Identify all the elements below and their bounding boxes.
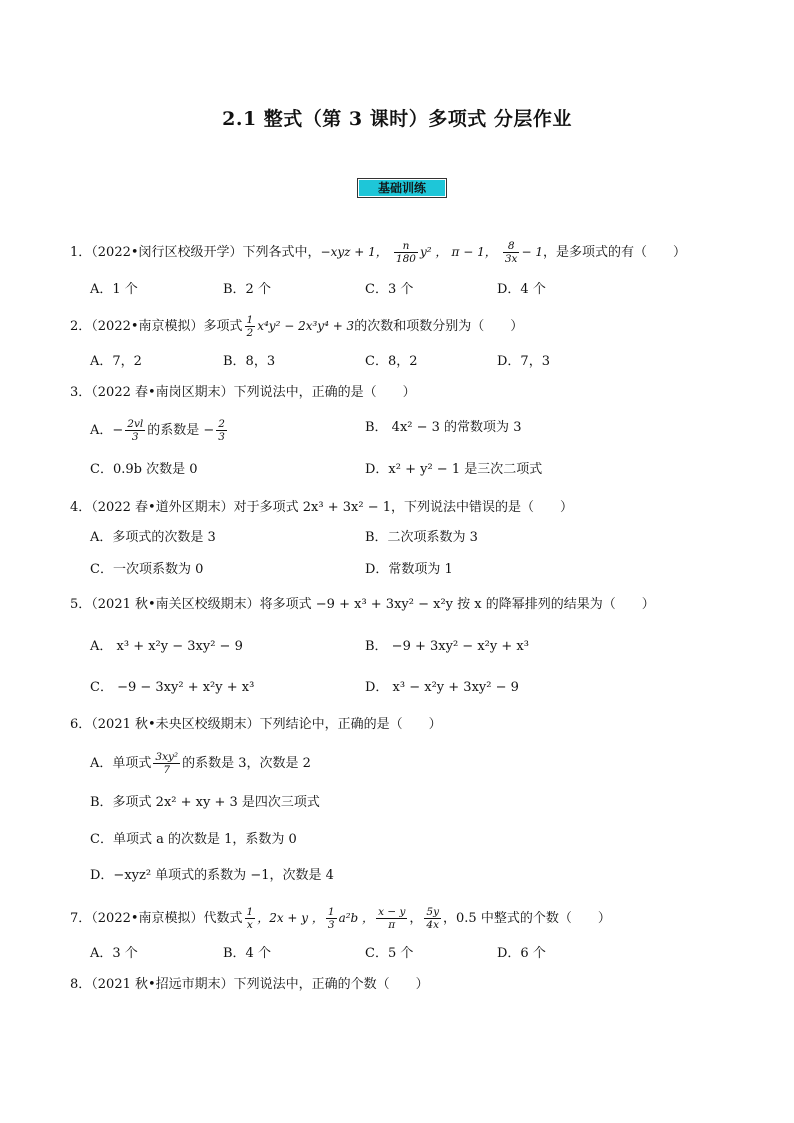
- question-5-stem: 5．（2021 秋•南关区校级期末）将多项式 −9 + x³ + 3xy² − x²y 按 x 的降幂排列的结果为（ ）: [70, 597, 655, 612]
- fraction: $\frac{\text{3xy²}}{7}$: [155, 751, 179, 776]
- question-2-stem: 2．（2022•南京模拟）多项式 $\frac{1}{2}$ x⁴y² − 2x³y⁴ + 3的次数和项数分别为（ ）: [70, 314, 524, 339]
- fraction: $\frac{n}{180}$: [395, 240, 416, 265]
- question-2-option-a: A．7，2: [90, 354, 142, 369]
- question-3-option-a: A．− $\frac{2vl}{3}$ 的系数是 − $\frac{2}{3}$: [90, 418, 225, 443]
- question-1-option-a: A．1 个: [90, 282, 138, 297]
- question-6-option-b: B．多项式 2x² + xy + 3 是四次三项式: [90, 795, 320, 810]
- fraction: $\frac{2}{3}$: [218, 418, 225, 443]
- question-6-option-a: A．单项式 $\frac{\text{3xy²}}{7}$ 的系数是 3，次数是 2: [90, 751, 311, 776]
- page-title: 2.1 整式（第 3 课时）多项式 分层作业: [222, 108, 572, 130]
- question-4-option-b: B．二次项系数为 3: [365, 530, 478, 545]
- fraction: $\frac{1}{x}$: [246, 906, 254, 931]
- question-7-stem: 7．（2022•南京模拟）代数式 $\frac{1}{x}$ ，2x + y ， $\frac{1}{3}$ a²b ， $\frac{x - y}{\pi}$ ， $\frac{5y}{4x}$ ，0.5 中整式的个数（ ）: [70, 906, 611, 931]
- fraction: $\frac{8}{3x}$: [504, 240, 518, 265]
- question-2-option-b: B．8，3: [223, 354, 276, 369]
- question-1-option-b: B．2 个: [223, 282, 271, 297]
- question-6-option-d: D．−xyz² 单项式的系数为 −1，次数是 4: [90, 868, 334, 883]
- question-3-stem: 3．（2022 春•南岗区期末）下列说法中，正确的是（ ）: [70, 385, 416, 400]
- question-7-option-a: A．3 个: [90, 946, 138, 961]
- question-2-option-d: D．7，3: [497, 354, 550, 369]
- fraction: $\frac{1}{2}$: [246, 314, 254, 339]
- question-6-stem: 6．（2021 秋•未央区校级期末）下列结论中，正确的是（ ）: [70, 717, 442, 732]
- question-7-option-c: C．5 个: [365, 946, 414, 961]
- question-5-option-d: D． x³ − x²y + 3xy² − 9: [365, 680, 519, 695]
- question-1-option-d: D．4 个: [497, 282, 546, 297]
- question-6-option-c: C．单项式 a 的次数是 1，系数为 0: [90, 832, 297, 847]
- question-4-option-c: C．一次项系数为 0: [90, 562, 204, 577]
- question-3-option-b: B． 4x² − 3 的常数项为 3: [365, 420, 522, 435]
- question-5-option-a: A． x³ + x²y − 3xy² − 9: [90, 639, 243, 654]
- question-4-option-d: D．常数项为 1: [365, 562, 453, 577]
- question-5-option-c: C． −9 − 3xy² + x²y + x³: [90, 680, 255, 695]
- question-7-option-b: B．4 个: [223, 946, 271, 961]
- fraction: $\frac{1}{3}$: [327, 906, 335, 931]
- section-badge-label: 基础训练: [359, 180, 445, 196]
- question-8-stem: 8．（2021 秋•招远市期末）下列说法中，正确的个数（ ）: [70, 977, 429, 992]
- question-1-option-c: C．3 个: [365, 282, 414, 297]
- fraction: $\frac{x - y}{\pi}$: [378, 906, 406, 931]
- question-1-stem: 1．（2022•闵行区校级开学）下列各式中，−xyz + 1， $\frac{n}{180}$ y² ， π − 1， $\frac{8}{3x}$ − 1，是多项式的有（ ）: [70, 240, 687, 265]
- question-4-stem: 4．（2022 春•道外区期末）对于多项式 2x³ + 3x² − 1，下列说法中错误的是（ ）: [70, 500, 574, 515]
- question-5-option-b: B． −9 + 3xy² − x²y + x³: [365, 639, 529, 654]
- question-2-option-c: C．8，2: [365, 354, 418, 369]
- question-3-option-c: C．0.9b 次数是 0: [90, 462, 198, 477]
- fraction: $\frac{5y}{4x}$: [426, 906, 440, 931]
- section-badge: [357, 178, 447, 198]
- fraction: $\frac{2vl}{3}$: [127, 418, 144, 443]
- question-7-option-d: D．6 个: [497, 946, 546, 961]
- question-3-option-d: D．x² + y² − 1 是三次二项式: [365, 462, 543, 477]
- question-4-option-a: A．多项式的次数是 3: [90, 530, 216, 545]
